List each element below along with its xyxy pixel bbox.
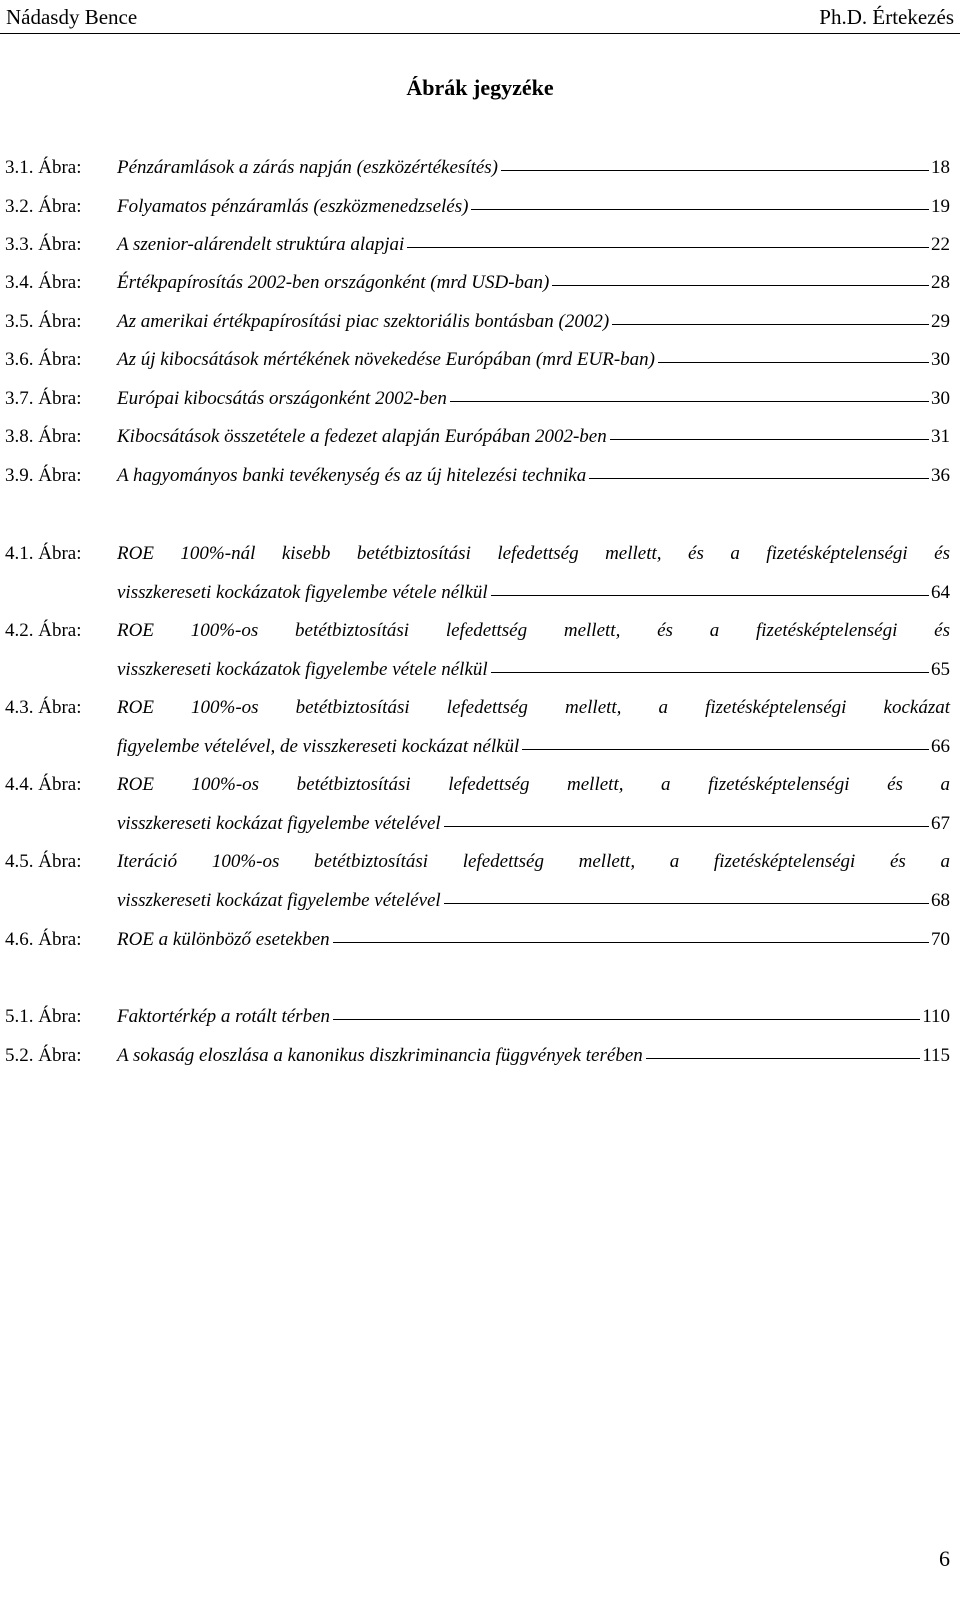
leader-line [450,401,929,402]
figure-number: 3.3. Ábra: [5,234,82,255]
figure-description: ROE a különböző esetekben [117,929,330,950]
figure-page-number: 110 [922,1006,950,1027]
figure-page-number: 70 [931,929,950,950]
figure-description-tail: figyelembe vételével, de visszkereseti kockázat nélkül [117,736,520,757]
figure-description-line [117,349,950,371]
leader-line [333,1019,920,1020]
figure-page-number: 22 [931,234,950,255]
figure-page-number: 66 [931,736,950,757]
figure-page-number: 31 [931,426,950,447]
leader-line [407,247,929,248]
figure-description-line [117,157,950,179]
figure-number: 3.5. Ábra: [5,311,82,332]
leader-line [491,595,929,596]
figure-page-number: 36 [931,465,950,486]
figure-description-tail: visszkereseti kockázat figyelembe vételével [117,890,441,911]
leader-line [471,209,929,210]
figure-description: Az új kibocsátások mértékének növekedése Európában (mrd EUR-ban) [117,349,655,370]
leader-line [552,285,929,286]
figure-number: 3.4. Ábra: [5,272,82,293]
figure-page-number: 64 [931,582,950,603]
figure-page-number: 18 [931,157,950,178]
figure-number: 3.1. Ábra: [5,157,82,178]
figure-page-number: 28 [931,272,950,293]
leader-line [522,749,929,750]
leader-line [333,942,929,943]
figure-description-line2 [117,813,950,835]
figure-description: Faktortérkép a rotált térben [117,1006,330,1027]
figure-description: Az amerikai értékpapírosítási piac szektoriális bontásban (2002) [117,311,610,332]
figure-description-line [117,929,950,951]
figure-description-line1: ROE 100%-os betétbiztosítási lefedettség mellett, a fizetésképtelenségi és a [117,774,950,795]
figure-description-line1: Iteráció 100%-os betétbiztosítási lefedettség mellett, a fizetésképtelenségi és a [117,851,950,872]
figure-description: Pénzáramlások a zárás napján (eszközértékesítés) [117,157,499,178]
figure-description-line [117,1045,950,1067]
header-doc-type: Ph.D. Értekezés [819,5,954,29]
leader-line [612,324,929,325]
figure-number: 3.2. Ábra: [5,196,82,217]
figure-description-line2 [117,659,950,681]
figure-description-line [117,388,950,410]
figure-page-number: 30 [931,388,950,409]
figure-number: 4.1. Ábra: [5,543,82,564]
figure-number: 3.6. Ábra: [5,349,82,370]
figure-description: A szenior-alárendelt struktúra alapjai [117,234,405,255]
figure-description-tail: visszkereseti kockázat figyelembe vételével [117,813,441,834]
figure-number: 3.8. Ábra: [5,426,82,447]
figure-number: 4.5. Ábra: [5,851,82,872]
figure-number: 5.2. Ábra: [5,1045,82,1066]
figure-description-line [117,196,950,218]
figure-description-line [117,426,950,448]
figure-description-tail: visszkereseti kockázatok figyelembe vétele nélkül [117,582,488,603]
page-number: 6 [939,1546,950,1571]
figure-description: Folyamatos pénzáramlás (eszközmenedzselés) [117,196,469,217]
figure-description-line2 [117,736,950,758]
figure-number: 4.3. Ábra: [5,697,82,718]
figure-number: 4.6. Ábra: [5,929,82,950]
figure-description-line2 [117,890,950,912]
figure-description: Értékpapírosítás 2002-ben országonként (mrd USD-ban) [117,272,550,293]
leader-line [444,903,929,904]
figure-description-line1: ROE 100%-os betétbiztosítási lefedettség mellett, a fizetésképtelenségi kockázat [117,697,950,718]
figure-description-line [117,465,950,487]
leader-line [501,170,929,171]
leader-line [610,439,929,440]
figure-description-line2 [117,582,950,604]
figure-page-number: 30 [931,349,950,370]
figure-description: A hagyományos banki tevékenység és az új hitelezési technika [117,465,587,486]
figure-description: Kibocsátások összetétele a fedezet alapján Európában 2002-ben [117,426,607,447]
leader-line [491,672,929,673]
figure-description-line [117,1006,950,1028]
figure-page-number: 65 [931,659,950,680]
figure-description-line [117,272,950,294]
leader-line [658,362,929,363]
figure-description-line1: ROE 100%-os betétbiztosítási lefedettség mellett, és a fizetésképtelenségi és [117,620,950,641]
figure-number: 4.4. Ábra: [5,774,82,795]
figure-description: A sokaság eloszlása a kanonikus diszkriminancia függvények terében [117,1045,643,1066]
page-title: Ábrák jegyzéke [406,75,554,100]
leader-line [444,826,929,827]
figure-page-number: 29 [931,311,950,332]
figure-number: 3.9. Ábra: [5,465,82,486]
figure-number: 3.7. Ábra: [5,388,82,409]
figure-page-number: 68 [931,890,950,911]
figure-description-line [117,311,950,333]
figure-page-number: 19 [931,196,950,217]
figure-page-number: 67 [931,813,950,834]
figure-description-tail: visszkereseti kockázatok figyelembe vétele nélkül [117,659,488,680]
figure-number: 5.1. Ábra: [5,1006,82,1027]
header-author: Nádasdy Bence [6,5,138,29]
figure-description-line [117,234,950,256]
leader-line [589,478,929,479]
figure-number: 4.2. Ábra: [5,620,82,641]
leader-line [646,1058,920,1059]
figure-page-number: 115 [922,1045,950,1066]
figure-description: Európai kibocsátás országonként 2002-ben [117,388,447,409]
figure-description-line1: ROE 100%-nál kisebb betétbiztosítási lefedettség mellett, és a fizetésképtelenségi és [117,543,950,564]
